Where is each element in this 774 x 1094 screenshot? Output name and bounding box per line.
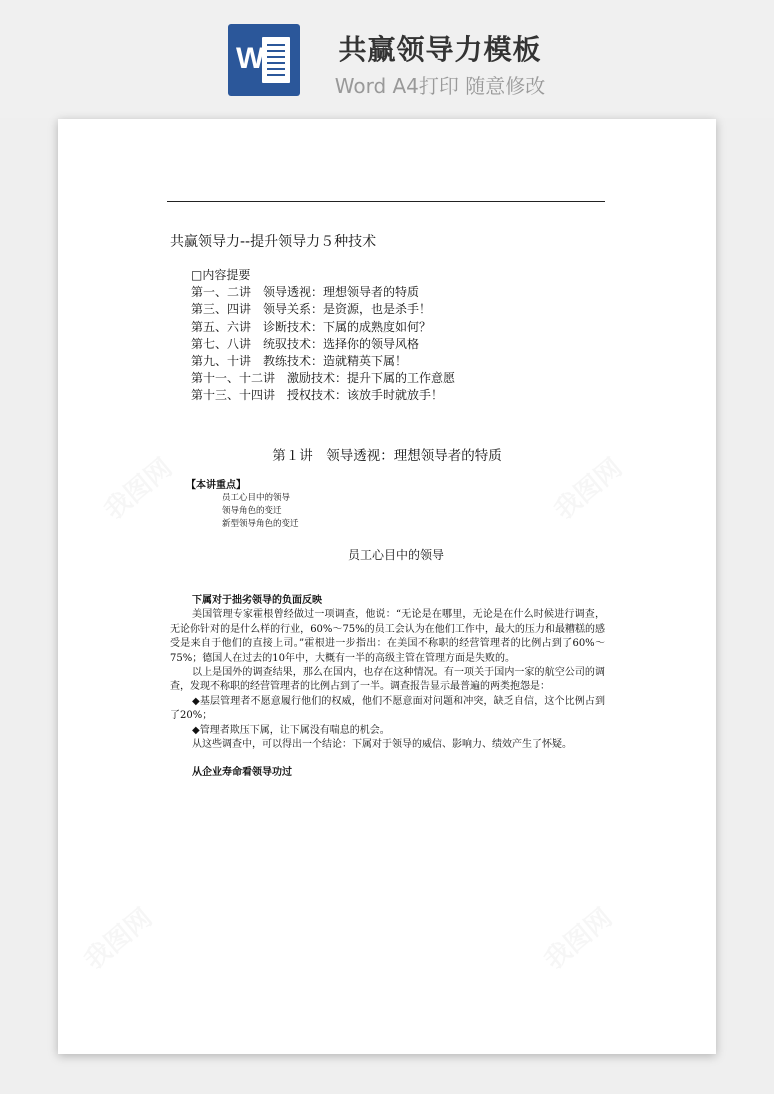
document-title: 共赢领导力--提升领导力５种技术: [170, 234, 377, 250]
word-icon-letter: W: [236, 42, 265, 75]
toc-heading: □内容提要: [191, 268, 251, 282]
section-title: 员工心目中的领导: [347, 548, 444, 562]
header-subtitle: Word A4打印 随意修改: [334, 74, 546, 98]
keypoint-item: 领导角色的变迁: [222, 506, 282, 516]
keypoint-item: 新型领导角色的变迁: [222, 519, 299, 529]
document-page: [58, 119, 716, 1054]
toc-item: 第九、十讲 教练技术：造就精英下属！: [191, 354, 408, 369]
lecture-title: 第１讲 领导透视：理想领导者的特质: [272, 448, 502, 464]
toc-item: 第十三、十四讲 授权技术：该放手时就放手！: [191, 388, 444, 403]
toc-item: 第七、八讲 统驭技术：选择你的领导风格: [191, 336, 420, 351]
subheading: 从企业寿命看领导功过: [192, 767, 292, 779]
bullet-paragraph: ◆管理者欺压下属，让下属没有喘息的机会。: [192, 724, 390, 736]
toc-item: 第十一、十二讲 激励技术：提升下属的工作意愿: [191, 371, 456, 386]
watermark: [75, 898, 159, 976]
word-icon: [228, 24, 300, 96]
paragraph: 以上是国外的调查结果，那么在国内，也存在这种情况。有一项关于国内一家的航空公司的调查，发现不称职的经营管理者的比例占到了一半。调查报告显示最普遍的两类抱怨是：: [170, 667, 605, 693]
toc-item: 第三、四讲 领导关系：是资源，也是杀手！: [191, 302, 432, 317]
body-text: [170, 594, 605, 781]
keypoints: [186, 479, 299, 531]
paragraph: 从这些调查中，可以得出一个结论：下属对于领导的威信、影响力、绩效产生了怀疑。: [192, 739, 572, 751]
header: [0, 0, 774, 118]
toc-item: 第五、六讲 诊断技术：下属的成熟度如何？: [191, 319, 432, 334]
bullet-paragraph: ◆基层管理者不愿意履行他们的权威，他们不愿意面对问题和冲突，缺乏自信，这个比例占到了20%；: [170, 695, 605, 722]
keypoint-item: 员工心目中的领导: [222, 493, 291, 503]
table-of-contents: [191, 267, 455, 405]
paragraph: 美国管理专家霍根曾经做过一项调查，他说：“无论是在哪里，无论是在什么时候进行调查，无论你针对的是什么样的行业，60%～75%的员工会认为在他们工作中，最大的压力和最糟糕的感受是来自于他们的直接上司。”霍根进一步指出：在美国不称职的经营管理者的比例占到了60%～75%；德国人在过去的10年中，大概有一半的高级主管在管理方面是失败的。: [170, 609, 605, 664]
header-rule: [167, 201, 605, 202]
toc-item: 第一、二讲 领导透视：理想领导者的特质: [191, 285, 420, 300]
keypoints-heading: 【本讲重点】: [186, 480, 246, 491]
header-title: 共赢领导力模板: [338, 33, 542, 66]
subheading: 下属对于拙劣领导的负面反映: [192, 595, 322, 606]
watermark: [535, 898, 619, 976]
